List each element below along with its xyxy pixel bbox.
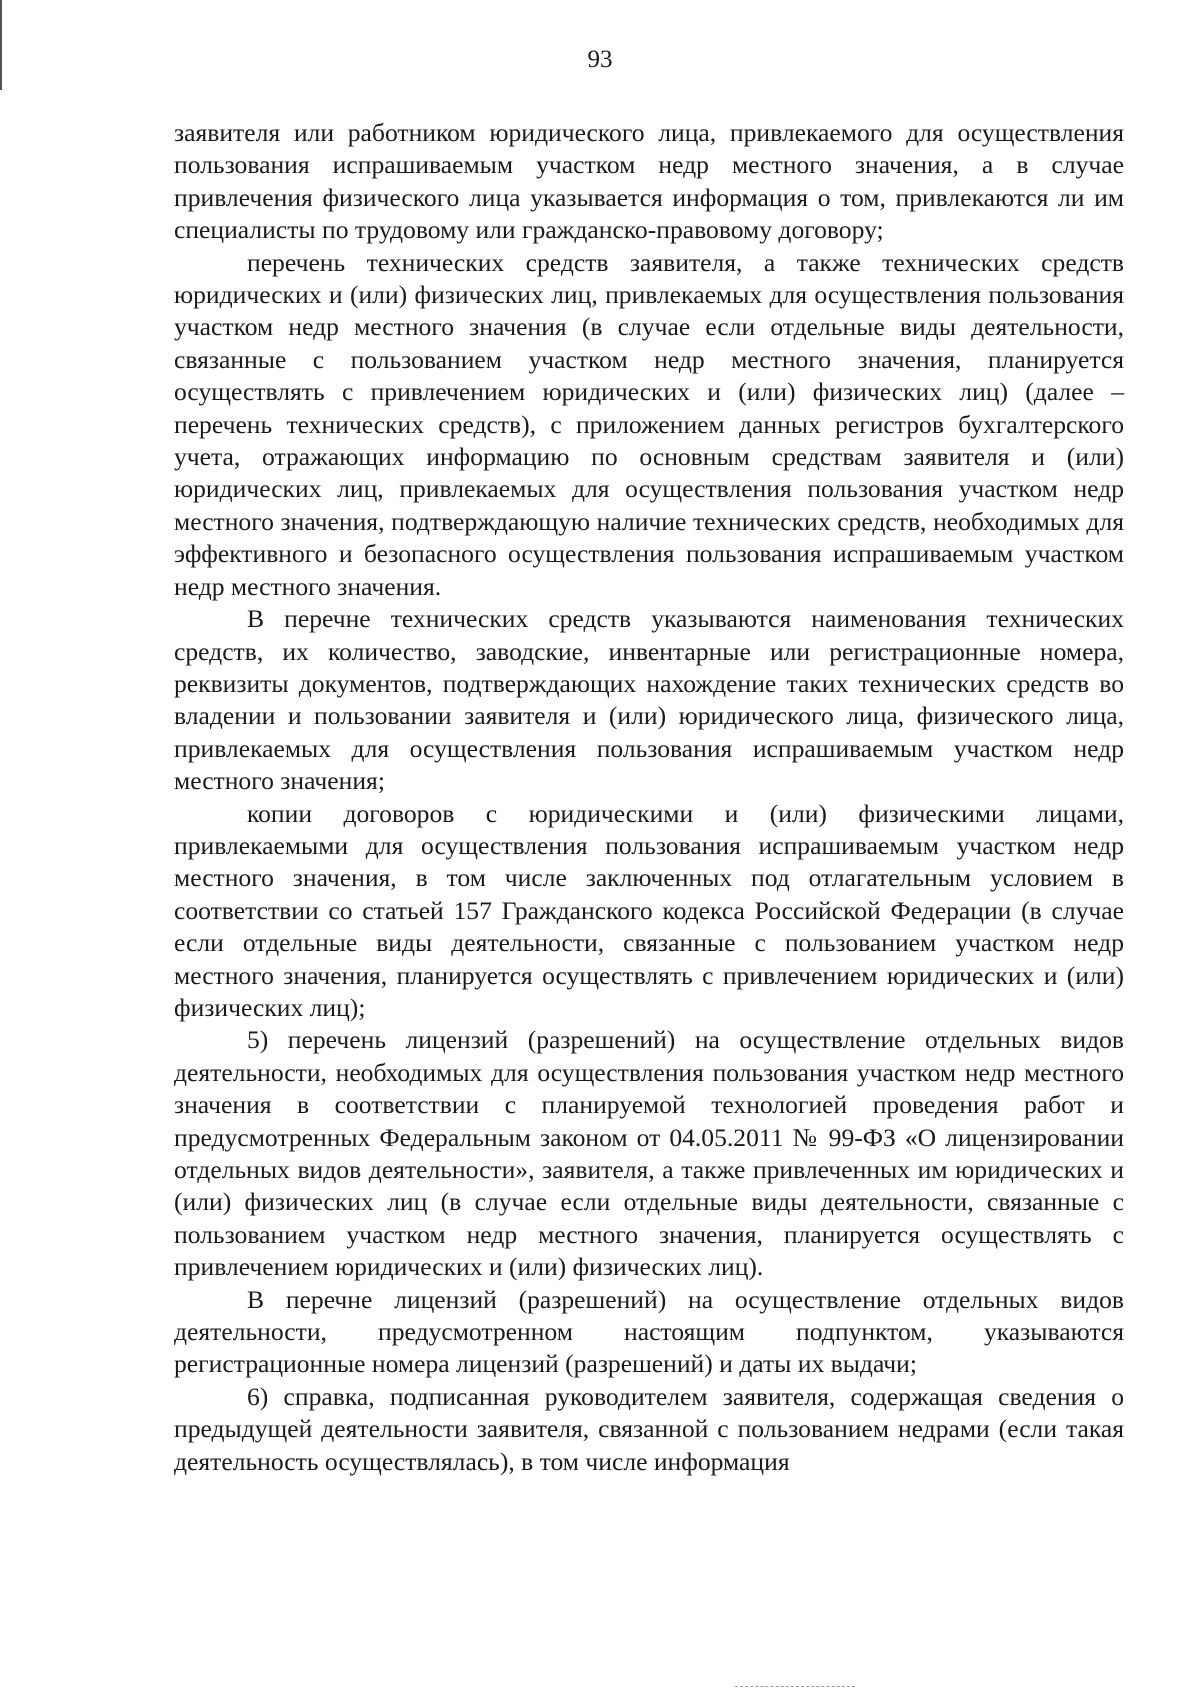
paragraph-7: 6) справка, подписанная руководителем заявителя, содержащая сведения о предыдущей деятельности заявителя, связанной с пользованием недрами (если такая деятельность осуществлялась), в том числе информация — [174, 1381, 1124, 1476]
paragraph-3: В перечне технических средств указываются наименования технических средств, их количество, заводские, инвентарные или регистрационные номера, реквизиты документов, подтверждающих нахождение таких технических средств во владении и пользовании заявителя и (или) юридического лица, физического лица, привлекаемых для осуществления пользования испрашиваемым участком недр местного значения; — [174, 604, 1124, 796]
scan-footer-mark — [735, 1686, 855, 1689]
paragraph-6: В перечне лицензий (разрешений) на осуществление отдельных видов деятельности, предусмотренном настоящим подпунктом, указываются регистрационные номера лицензий (разрешений) и даты их выдачи; — [174, 1284, 1124, 1379]
page-number: 93 — [587, 46, 613, 73]
paragraph-4: копии договоров с юридическими и (или) физическими лицами, привлекаемыми для осуществления пользования испрашиваемым участком недр местного значения, в том числе заключенных под отлагательным условием в соответствии со статьей 157 Гражданского кодекса Российской Федерации (в случае если отдельные виды деятельности, связанные с пользованием участком недр местного значения, планируется осуществлять с привлечением юридических и (или) физических лиц); — [174, 798, 1124, 1022]
paragraph-1: заявителя или работником юридического лица, привлекаемого для осуществления пользования испрашиваемым участком недр местного значения, а в случае привлечения физического лица указывается информация о том, привлекаются ли им специалисты по трудовому или гражданско-правовому договору; — [174, 118, 1124, 245]
paragraph-2: перечень технических средств заявителя, а также технических средств юридических и (или) физических лиц, привлекаемых для осуществления пользования участком недр местного значения (в случае если отдельные виды деятельности, связанные с пользованием участком недр местного значения, планируется осуществлять с привлечением юридических и (или) физических лиц) (далее – перечень технических средств), с приложением данных регистров бухгалтерского учета, отражающих информацию по основным средствам заявителя и (или) юридических лиц, привлекаемых для осуществления пользования участком недр местного значения, подтверждающую наличие технических средств, необходимых для эффективного и безопасного осуществления пользования испрашиваемым участком недр местного значения. — [174, 247, 1124, 601]
document-body — [174, 117, 1124, 1478]
paragraph-5: 5) перечень лицензий (разрешений) на осуществление отдельных видов деятельности, необходимых для осуществления пользования участком недр местного значения в соответствии с планируемой технологией проведения работ и предусмотренных Федеральным законом от 04.05.2011 № 99-ФЗ «О лицензировании отдельных видов деятельности», заявителя, а также привлеченных им юридических и (или) физических лиц (в случае если отдельные виды деятельности, связанные с пользованием участком недр местного значения, планируется осуществлять с привлечением юридических и (или) физических лиц). — [174, 1025, 1124, 1282]
